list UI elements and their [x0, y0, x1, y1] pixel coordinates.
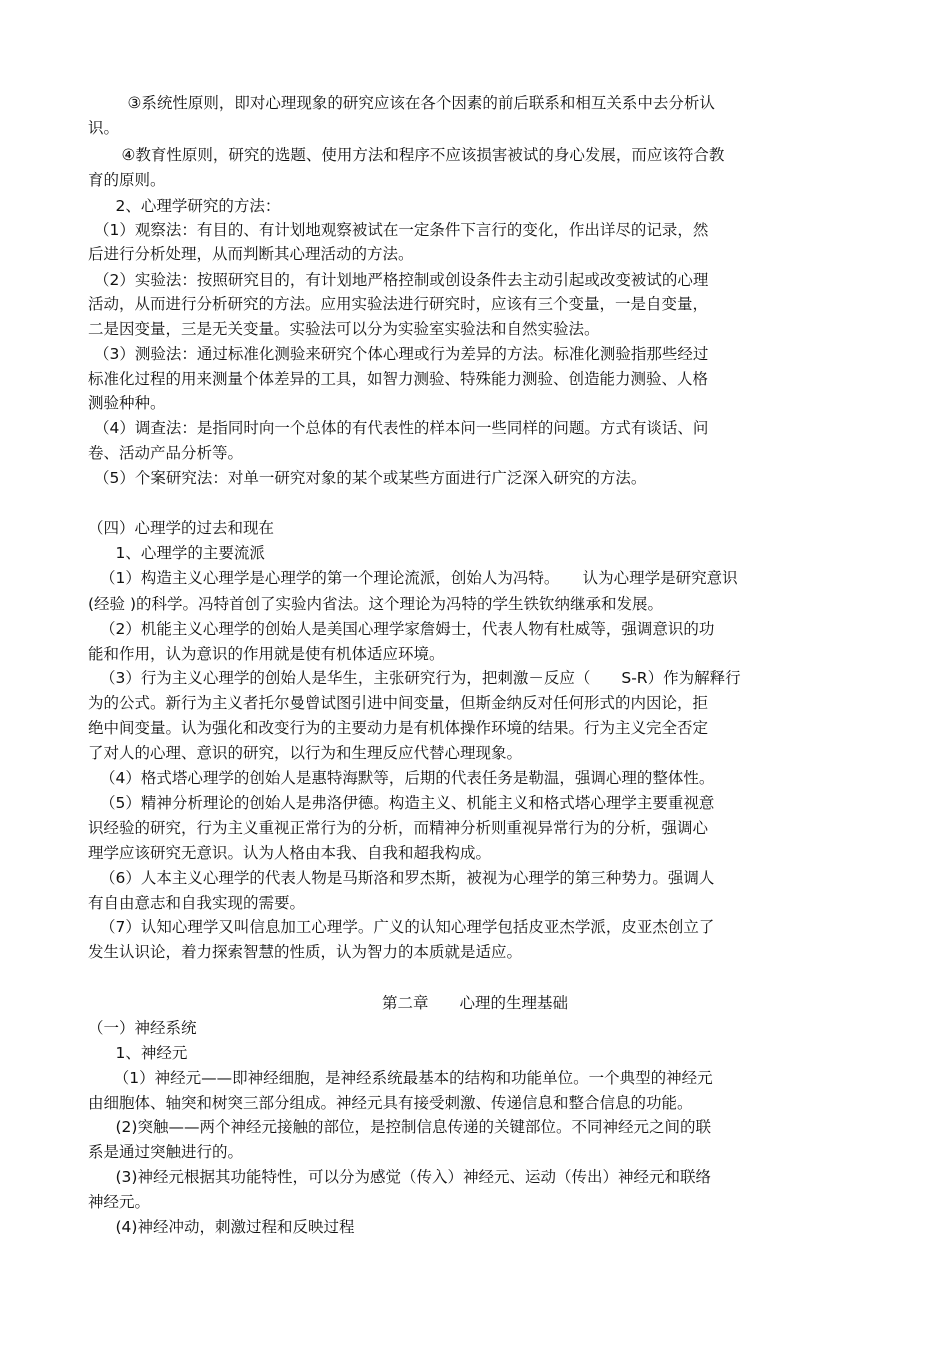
text-line: 神经元。	[88, 1193, 151, 1211]
chapter-title: 第二章 心理的生理基础	[381, 994, 568, 1012]
text-line: 识。	[88, 119, 120, 137]
text-line: （7）认知心理学又叫信息加工心理学。广义的认知心理学包括皮亚杰学派，皮亚杰创立了	[100, 918, 715, 936]
text-line: 能和作用，认为意识的作用就是使有机体适应环境。	[88, 645, 445, 663]
text-line: （2）实验法：按照研究目的，有计划地严格控制或创设条件去主动引起或改变被试的心理	[94, 271, 709, 289]
text-line: 二是因变量，三是无关变量。实验法可以分为实验室实验法和自然实验法。	[88, 320, 600, 338]
section-heading: （一）神经系统	[88, 1019, 197, 1037]
text-line: （2）机能主义心理学的创始人是美国心理学家詹姆士，代表人物有杜威等，强调意识的功	[100, 620, 715, 638]
text-line: （5）精神分析理论的创始人是弗洛伊德。构造主义、机能主义和格式塔心理学主要重视意	[100, 794, 715, 812]
text-line: （4）调查法：是指同时向一个总体的有代表性的样本问一些同样的问题。方式有谈话、问	[94, 419, 709, 437]
text-line: 育的原则。	[88, 171, 166, 189]
text-line: （6）人本主义心理学的代表人物是马斯洛和罗杰斯，被视为心理学的第三种势力。强调人	[100, 869, 715, 887]
text-line: （3）行为主义心理学的创始人是华生，主张研究行为，把刺激－反应（ S-R）作为解释行	[100, 669, 741, 687]
text-line: (经验 )的科学。冯特首创了实验内省法。这个理论为冯特的学生铁钦纳继承和发展。	[88, 595, 664, 613]
text-line: 理学应该研究无意识。认为人格由本我、自我和超我构成。	[88, 844, 492, 862]
text-line: （4）格式塔心理学的创始人是惠特海默等，后期的代表任务是勒温，强调心理的整体性。	[100, 769, 715, 787]
text-line: ③系统性原则，即对心理现象的研究应该在各个因素的前后联系和相互关系中去分析认	[112, 94, 715, 112]
text-line: (4)神经冲动，刺激过程和反映过程	[100, 1218, 355, 1236]
section-heading: （四）心理学的过去和现在	[88, 519, 275, 537]
text-line: 系是通过突触进行的。	[88, 1143, 244, 1161]
text-line: 后进行分析处理，从而判断其心理活动的方法。	[88, 245, 414, 263]
text-line: 识经验的研究，行为主义重视正常行为的分析，而精神分析则重视异常行为的分析，强调心	[88, 819, 709, 837]
text-line: ④教育性原则，研究的选题、使用方法和程序不应该损害被试的身心发展，而应该符合教	[106, 146, 725, 164]
text-line: （1）构造主义心理学是心理学的第一个理论流派，创始人为冯特。 认为心理学是研究意识	[100, 569, 738, 587]
text-line: 卷、活动产品分析等。	[88, 444, 244, 462]
text-line: 了对人的心理、意识的研究，以行为和生理反应代替心理现象。	[88, 744, 523, 762]
text-line: (3)神经元根据其功能特性，可以分为感觉（传入）神经元、运动（传出）神经元和联络	[100, 1168, 711, 1186]
text-line: 测验种种。	[88, 394, 166, 412]
text-line: （1）观察法：有目的、有计划地观察被试在一定条件下言行的变化，作出详尽的记录，然	[94, 221, 709, 239]
text-line: （1）神经元——即神经细胞，是神经系统最基本的结构和功能单位。一个典型的神经元	[106, 1069, 713, 1087]
text-line: 有自由意志和自我实现的需要。	[88, 894, 306, 912]
text-line: 2、心理学研究的方法：	[100, 197, 281, 215]
text-line: 绝中间变量。认为强化和改变行为的主要动力是有机体操作环境的结果。行为主义完全否定	[88, 719, 709, 737]
text-line: 活动，从而进行分析研究的方法。应用实验法进行研究时，应该有三个变量，一是自变量，	[88, 295, 709, 313]
text-line: （3）测验法：通过标准化测验来研究个体心理或行为差异的方法。标准化测验指那些经过	[94, 345, 709, 363]
sub-heading: 1、心理学的主要流派	[100, 544, 265, 562]
text-line: (2)突触——两个神经元接触的部位，是控制信息传递的关键部位。不同神经元之间的联	[100, 1118, 711, 1136]
text-line: 由细胞体、轴突和树突三部分组成。神经元具有接受刺激、传递信息和整合信息的功能。	[88, 1094, 693, 1112]
text-line: （5）个案研究法：对单一研究对象的某个或某些方面进行广泛深入研究的方法。	[94, 469, 647, 487]
sub-heading: 1、神经元	[100, 1044, 188, 1062]
text-line: 标准化过程的用来测量个体差异的工具，如智力测验、特殊能力测验、创造能力测验、人格	[88, 370, 709, 388]
text-line: 为的公式。新行为主义者托尔曼曾试图引进中间变量，但斯金纳反对任何形式的内因论，拒	[88, 694, 709, 712]
text-line: 发生认识论，着力探索智慧的性质，认为智力的本质就是适应。	[88, 943, 523, 961]
